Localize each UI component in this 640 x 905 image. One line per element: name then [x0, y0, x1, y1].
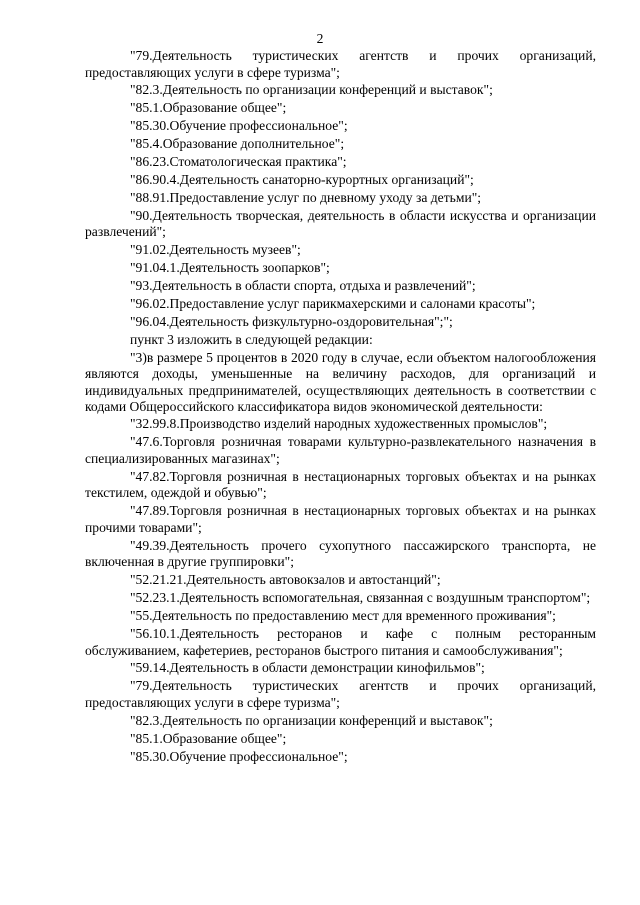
- paragraph: "3)в размере 5 процентов в 2020 году в случае, если объектом налогообложения являются доходы, уменьшенные на величину расходов, для организаций и индивидуальных предпринимателей, осуществляющих деятельность в соответствии с кодами Общероссийского классификатора видов экономической деятельности:: [85, 349, 596, 415]
- paragraph: "96.02.Предоставление услуг парикмахерскими и салонами красоты";: [130, 295, 536, 311]
- paragraph: "52.23.1.Деятельность вспомогательная, связанная с воздушным транспортом";: [130, 590, 591, 606]
- paragraph: "85.1.Образование общее";: [130, 730, 287, 746]
- document-body: [85, 48, 596, 765]
- paragraph: "91.02.Деятельность музеев";: [130, 242, 301, 258]
- paragraph: "82.3.Деятельность по организации конференций и выставок";: [130, 712, 493, 728]
- paragraph: "47.89.Торговля розничная в нестационарных торговых объектах и на рынках прочими товарами";: [85, 503, 596, 535]
- paragraph: "85.30.Обучение профессиональное";: [130, 118, 348, 134]
- paragraph: "56.10.1.Деятельность ресторанов и кафе с полным ресторанным обслуживанием, кафетериев, ресторанов быстрого питания и самообслуживания";: [85, 625, 596, 658]
- page-number: 2: [316, 31, 324, 46]
- paragraph: "85.1.Образование общее";: [130, 100, 287, 116]
- paragraph: "91.04.1.Деятельность зоопарков";: [130, 260, 330, 276]
- paragraph: "47.82.Торговля розничная в нестационарных торговых объектах и на рынках текстилем, одеждой и обувью";: [85, 468, 596, 501]
- paragraph: "49.39.Деятельность прочего сухопутного пассажирского транспорта, не включенная в другие группировки";: [85, 537, 596, 570]
- paragraph: "85.30.Обучение профессиональное";: [130, 748, 348, 764]
- paragraph: "32.99.8.Производство изделий народных художественных промыслов";: [130, 416, 548, 432]
- paragraph: "88.91.Предоставление услуг по дневному уходу за детьми";: [130, 189, 482, 205]
- paragraph: "93.Деятельность в области спорта, отдыха и развлечений";: [130, 277, 476, 293]
- paragraph: "90.Деятельность творческая, деятельность в области искусства и организации развлечений";: [85, 207, 596, 240]
- paragraph: "86.23.Стоматологическая практика";: [130, 154, 347, 170]
- paragraph: "59.14.Деятельность в области демонстрации кинофильмов";: [130, 660, 485, 676]
- paragraph: "96.04.Деятельность физкультурно-оздоровительная";";: [130, 313, 453, 329]
- paragraph: "85.4.Образование дополнительное";: [130, 136, 345, 152]
- paragraph: "52.21.21.Деятельность автовокзалов и автостанций";: [130, 572, 441, 588]
- paragraph: "47.6.Торговля розничная товарами культурно-развлекательного назначения в специализированных магазинах";: [85, 434, 596, 466]
- paragraph: "55.Деятельность по предоставлению мест для временного проживания";: [130, 608, 556, 624]
- paragraph: "79.Деятельность туристических агентств и прочих организаций, предоставляющих услуги в сфере туризма";: [85, 678, 596, 710]
- paragraph: "79.Деятельность туристических агентств и прочих организаций, предоставляющих услуги в сфере туризма";: [85, 48, 596, 80]
- paragraph: "82.3.Деятельность по организации конференций и выставок";: [130, 82, 493, 98]
- paragraph: "86.90.4.Деятельность санаторно-курортных организаций";: [130, 171, 474, 187]
- paragraph: пункт 3 изложить в следующей редакции:: [130, 331, 373, 347]
